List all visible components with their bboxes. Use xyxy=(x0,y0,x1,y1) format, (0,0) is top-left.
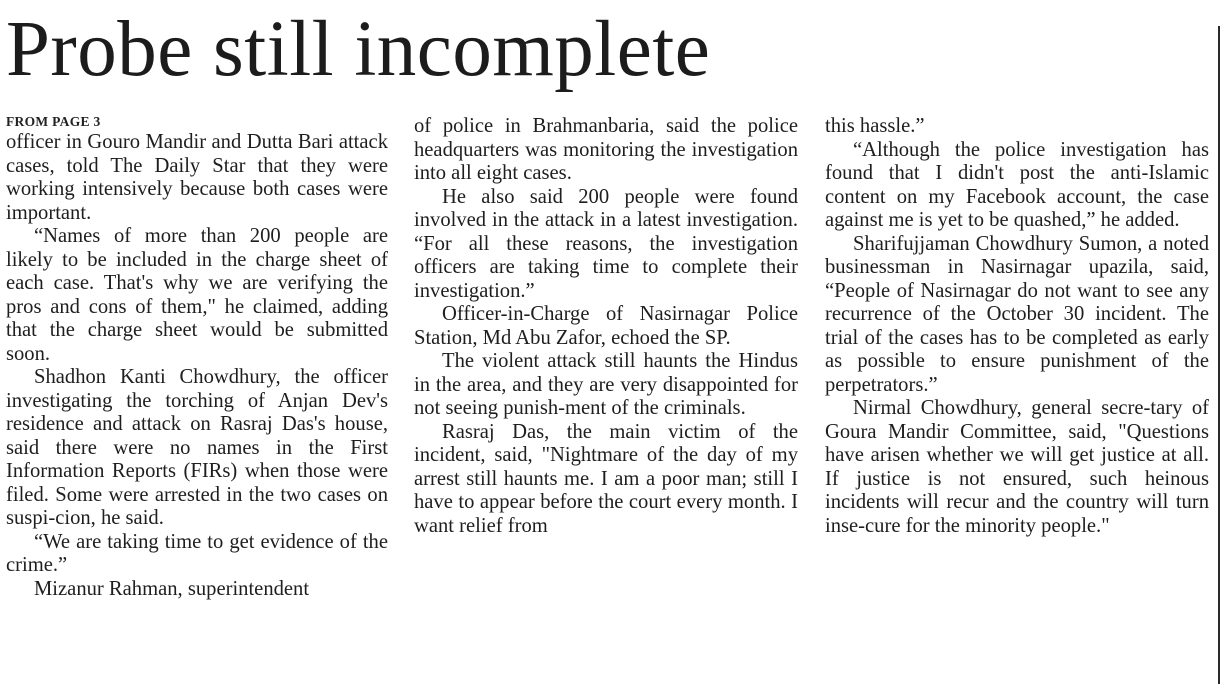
paragraph: this hassle.” xyxy=(825,115,925,137)
article-column-3 xyxy=(825,115,1209,538)
paragraph: Nirmal Chowdhury, general secre-tary of Goura Mandir Committee, said, "Questions have arisen whether we will get justice at all. If justice is not ensured, such heinous incidents will recur and the country will turn inse-cure for the minority people." xyxy=(825,397,1209,537)
article-column-2 xyxy=(414,115,798,538)
paragraph: officer in Gouro Mandir and Dutta Bari attack cases, told The Daily Star that they were working intensively because both cases were important. xyxy=(6,131,388,224)
continued-from-label: FROM PAGE 3 xyxy=(6,114,101,129)
paragraph: Mizanur Rahman, superintendent xyxy=(34,577,310,600)
paragraph: of police in Brahmanbaria, said the police headquarters was monitoring the investigation into all eight cases. xyxy=(414,115,798,184)
article-column-1 xyxy=(6,113,388,601)
paragraph: Officer-in-Charge of Nasirnagar Police Station, Md Abu Zafor, echoed the SP. xyxy=(414,303,798,349)
paragraph: He also said 200 people were found involved in the attack in a latest investigation. “For all these reasons, the investigation officers are taking time to complete their investigation.” xyxy=(414,185,798,302)
paragraph: “Although the police investigation has found that I didn't post the anti-Islamic content on my Facebook account, the case against me is yet to be quashed,” he added. xyxy=(825,138,1209,231)
paragraph: The violent attack still haunts the Hindus in the area, and they are very disappointed for not seeing punish-ment of the criminals. xyxy=(414,350,798,419)
paragraph: “Names of more than 200 people are likely to be included in the charge sheet of each case. That's why we are verifying the pros and cons of them," he claimed, adding that the charge sheet would be submitted soon. xyxy=(6,225,388,365)
headline: Probe still incomplete xyxy=(6,6,711,93)
paragraph: “We are taking time to get evidence of the crime.” xyxy=(6,530,388,576)
column-rule xyxy=(1218,26,1220,684)
paragraph: Shadhon Kanti Chowdhury, the officer investigating the torching of Anjan Dev's residence and attack on Rasraj Das's house, said there were no names in the First Information Reports (FIRs) when those were filed. Some were arrested in the two cases on suspi-cion, he said. xyxy=(6,366,388,529)
paragraph: Sharifujjaman Chowdhury Sumon, a noted businessman in Nasirnagar upazila, said, “People of Nasirnagar do not want to see any recurrence of the October 30 incident. The trial of the cases has to be completed as early as possible to ensure punishment of the perpetrators.” xyxy=(825,232,1209,396)
paragraph: Rasraj Das, the main victim of the incident, said, "Nightmare of the day of my arrest still haunts me. I am a poor man; still I have to appear before the court every month. I want relief from xyxy=(414,420,798,537)
